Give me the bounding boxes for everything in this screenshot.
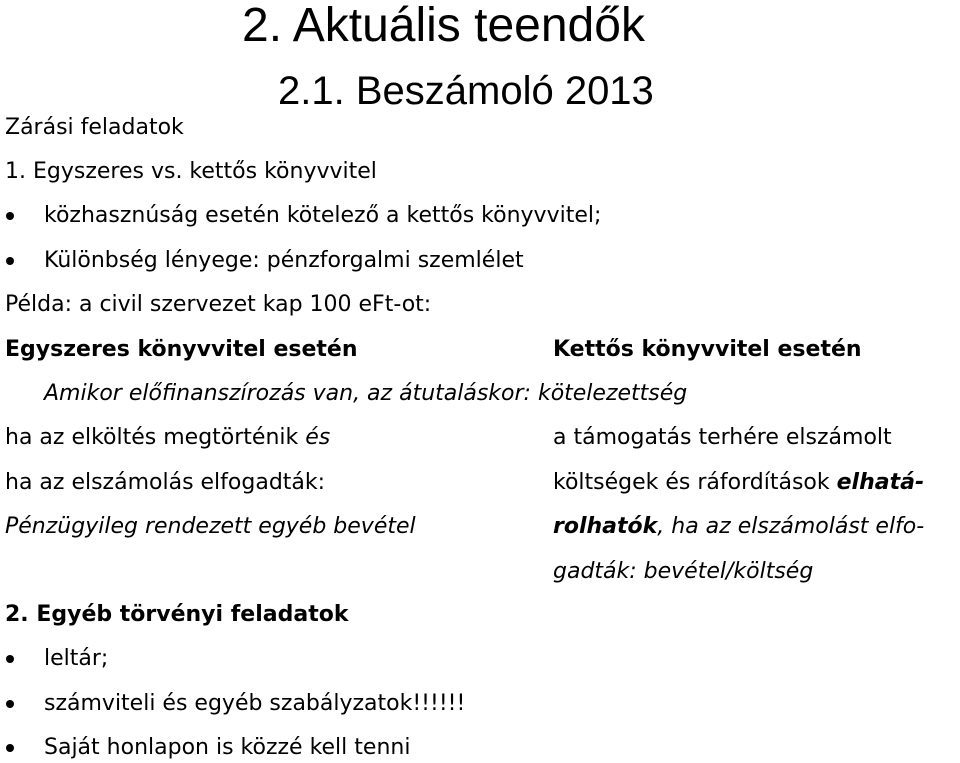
right-line-3 (553, 513, 924, 541)
right-line-3-text: , ha az elszámolást elfo- (657, 514, 925, 539)
section-label: Zárási feladatok (5, 115, 184, 140)
left-line-1-text: ha az elköltés megtörténik (5, 425, 306, 450)
left-line-3: Pénzügyileg rendezett egyéb bevétel (5, 514, 416, 539)
section2-bullet-1: leltár; (44, 646, 109, 671)
right-line-4: gadták: bevétel/költség (553, 559, 814, 584)
page-title: 2. Aktuális teendők (242, 0, 645, 52)
bullet-icon (6, 744, 14, 752)
section1-heading: 1. Egyszeres vs. kettős könyvvitel (5, 159, 377, 184)
left-heading: Egyszeres könyvvitel esetén (5, 337, 358, 362)
right-line-2-text: költségek és ráfordítások (553, 470, 837, 495)
example-line: Példa: a civil szervezet kap 100 eFt-ot: (5, 292, 432, 317)
right-line-3-emphasis: rolhatók (553, 514, 658, 539)
page-subtitle: 2.1. Beszámoló 2013 (278, 69, 654, 113)
bullet-icon (6, 212, 14, 220)
left-line-2: ha az elszámolás elfogadták: (5, 470, 326, 495)
section1-bullet-1: közhasznúság esetén kötelező a kettős könyvvitel; (44, 203, 602, 228)
right-line-2 (553, 469, 924, 497)
section1-bullet-2: Különbség lényege: pénzforgalmi szemlélet (44, 248, 524, 273)
bullet-icon (6, 655, 14, 663)
section2-bullet-2: számviteli és egyéb szabályzatok!!!!!! (44, 691, 466, 716)
left-line-1 (5, 424, 330, 452)
section2-bullet-3: Saját honlapon is közzé kell tenni (44, 735, 411, 760)
left-line-1-italic: és (305, 425, 331, 450)
right-line-1: a támogatás terhére elszámolt (553, 425, 892, 450)
bullet-icon (6, 700, 14, 708)
section2-heading: 2. Egyéb törvényi feladatok (5, 602, 349, 627)
right-heading: Kettős könyvvitel esetén (553, 337, 862, 362)
bullet-icon (6, 257, 14, 265)
prefinancing-line: Amikor előfinanszírozás van, az átutaláskor: kötelezettség (44, 381, 688, 406)
right-line-2-emphasis: elhatá- (836, 470, 925, 495)
